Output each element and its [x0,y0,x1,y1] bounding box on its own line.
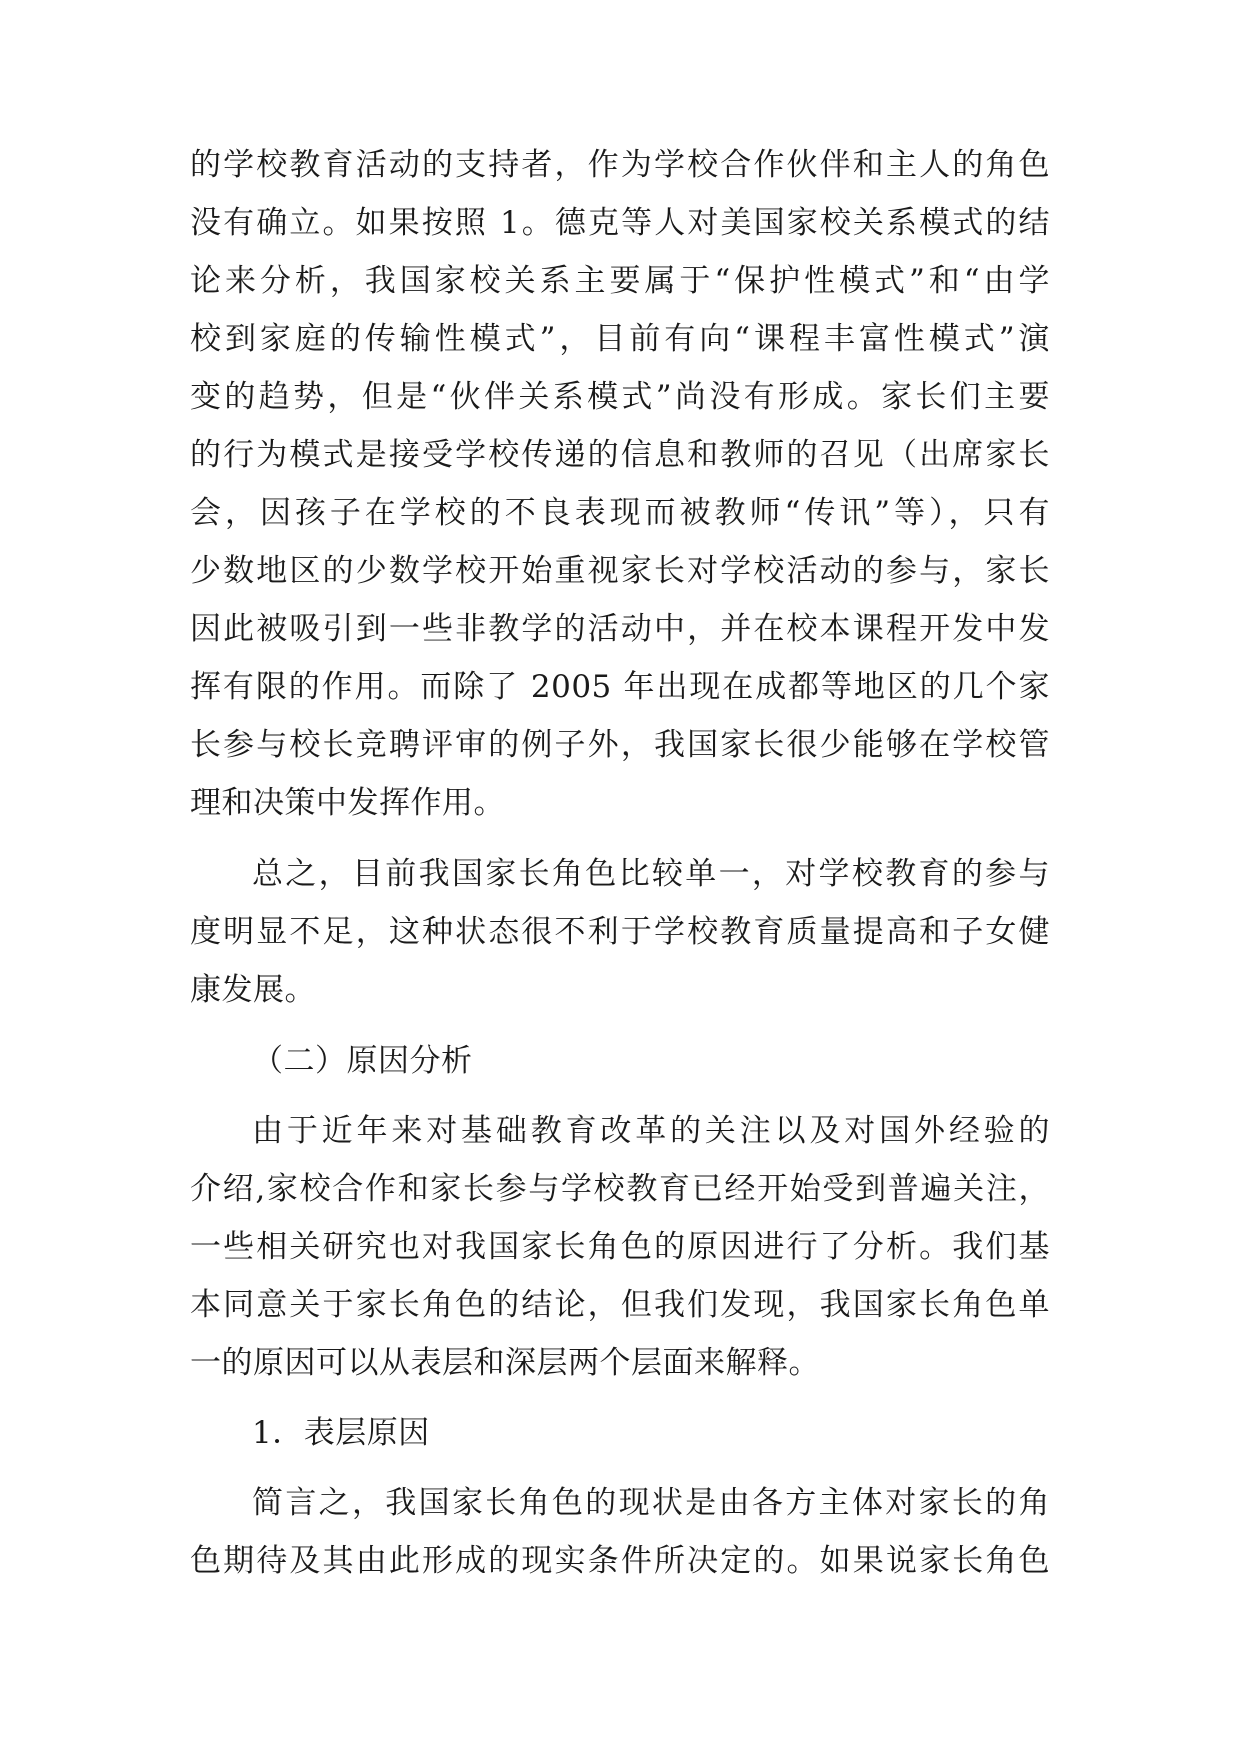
text-line: 色期待及其由此形成的现实条件所决定的。如果说家长角色 [190,1543,1050,1579]
text-line: 理和决策中发挥作用。 [190,785,505,821]
text-line: 少数地区的少数学校开始重视家长对学校活动的参与，家长 [190,553,1050,589]
text-line: 变的趋势，但是“伙伴关系模式”尚没有形成。家长们主要 [190,379,1050,415]
text-line: 度明显不足，这种状态很不利于学校教育质量提高和子女健 [190,914,1050,950]
text-line: 本同意关于家长角色的结论，但我们发现，我国家长角色单 [190,1287,1050,1323]
text-line: 校到家庭的传输性模式”，目前有向“课程丰富性模式”演 [190,321,1050,357]
section-heading: （二）原因分析 [252,1043,473,1079]
text-line: 论来分析，我国家校关系主要属于“保护性模式”和“由学 [190,263,1050,299]
text-line: 长参与校长竞聘评审的例子外，我国家长很少能够在学校管 [190,727,1050,763]
text-line: 康发展。 [190,972,316,1008]
text-line: 一些相关研究也对我国家长角色的原因进行了分析。我们基 [190,1229,1050,1265]
text-line: 没有确立。如果按照 1。德克等人对美国家校关系模式的结 [190,205,1050,241]
text-line: 的学校教育活动的支持者，作为学校合作伙伴和主人的角色 [190,147,1050,183]
paragraph-first-line: 简言之，我国家长角色的现状是由各方主体对家长的角 [252,1485,1050,1521]
subsection-heading: 1．表层原因 [252,1415,430,1451]
text-line: 一的原因可以从表层和深层两个层面来解释。 [190,1345,820,1381]
paragraph-first-line: 由于近年来对基础教育改革的关注以及对国外经验的 [252,1113,1050,1149]
text-line: 挥有限的作用。而除了 2005 年出现在成都等地区的几个家 [190,669,1050,705]
text-line: 介绍,家校合作和家长参与学校教育已经开始受到普遍关注， [190,1171,1050,1207]
text-line: 的行为模式是接受学校传递的信息和教师的召见（出席家长 [190,437,1050,473]
text-line: 因此被吸引到一些非教学的活动中，并在校本课程开发中发 [190,611,1050,647]
text-line: 会，因孩子在学校的不良表现而被教师“传讯”等），只有 [190,495,1050,531]
paragraph-first-line: 总之，目前我国家长角色比较单一，对学校教育的参与 [252,856,1050,892]
